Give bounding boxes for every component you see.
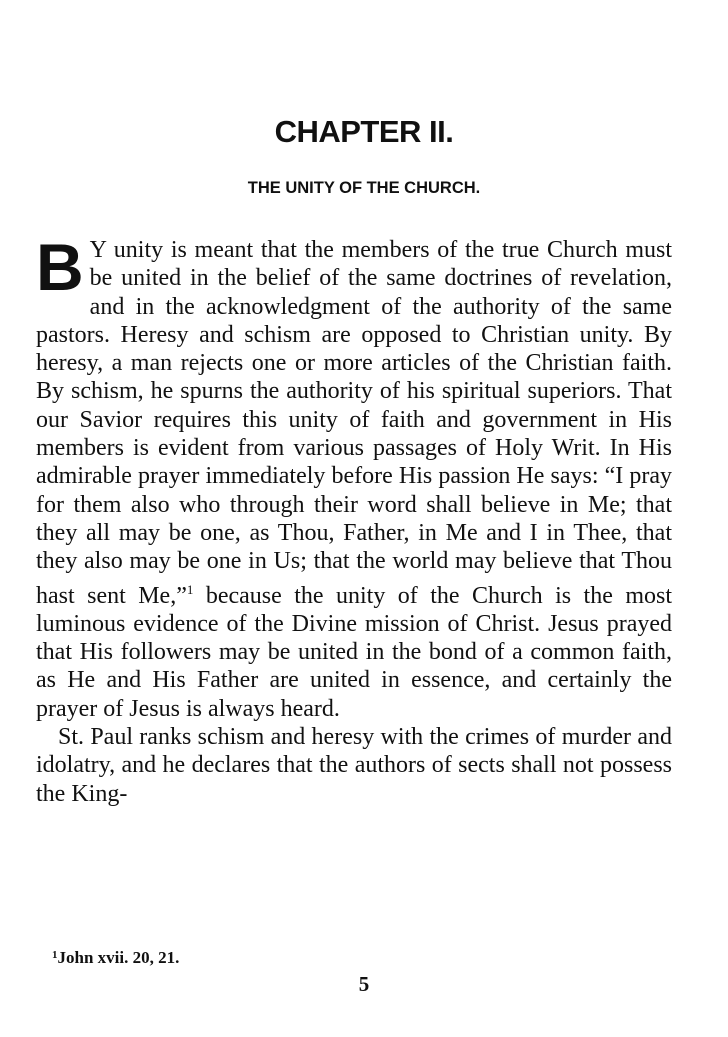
footnote-marker: 1 — [52, 949, 58, 961]
footnote-text: John xvii. 20, 21. — [57, 948, 180, 967]
footnote — [52, 944, 179, 969]
drop-cap: B — [36, 230, 84, 304]
paragraph-1 — [36, 230, 673, 723]
body-text — [36, 230, 673, 808]
paragraph-1-text: Y unity is meant that the members of the true Church must be united in the belief of the same doctrines of revelation, and in the acknowledgment of the authority of the same pastors. Heresy and schism are opposed to Christian unity. By heresy, a man rejects one or more articles of the Christian faith. By schism, he spurns the authority of his spiritual superiors. That our Savior requires this unity of faith and government in His members is evident from various passages of Holy Writ. In His admirable prayer immediately before His passion He says: “I pray for them also who through their word shall believe in Me; that they all may be one, as Thou, Father, in Me and I in Thee, that they also may be one in Us; that the world may believe that Thou hast sent Me,” — [36, 237, 672, 609]
paragraph-2: St. Paul ranks schism and heresy with the crimes of murder and idolatry, and he declares that the authors of sects shall not possess the King- — [36, 724, 672, 807]
chapter-title: CHAPTER II. — [274, 114, 454, 149]
chapter-subtitle: THE UNITY OF THE CHURCH. — [247, 179, 481, 197]
footnote-reference: 1 — [186, 581, 194, 597]
page-number: 5 — [358, 972, 370, 996]
paragraph-1-continuation: because the unity of the Church is the most luminous evidence of the Divine mission of Christ. Jesus prayed that His followers may be united in the bond of a common faith, as He and His Father are united in essence, and certainly the prayer of Jesus is always heard. — [36, 582, 673, 722]
